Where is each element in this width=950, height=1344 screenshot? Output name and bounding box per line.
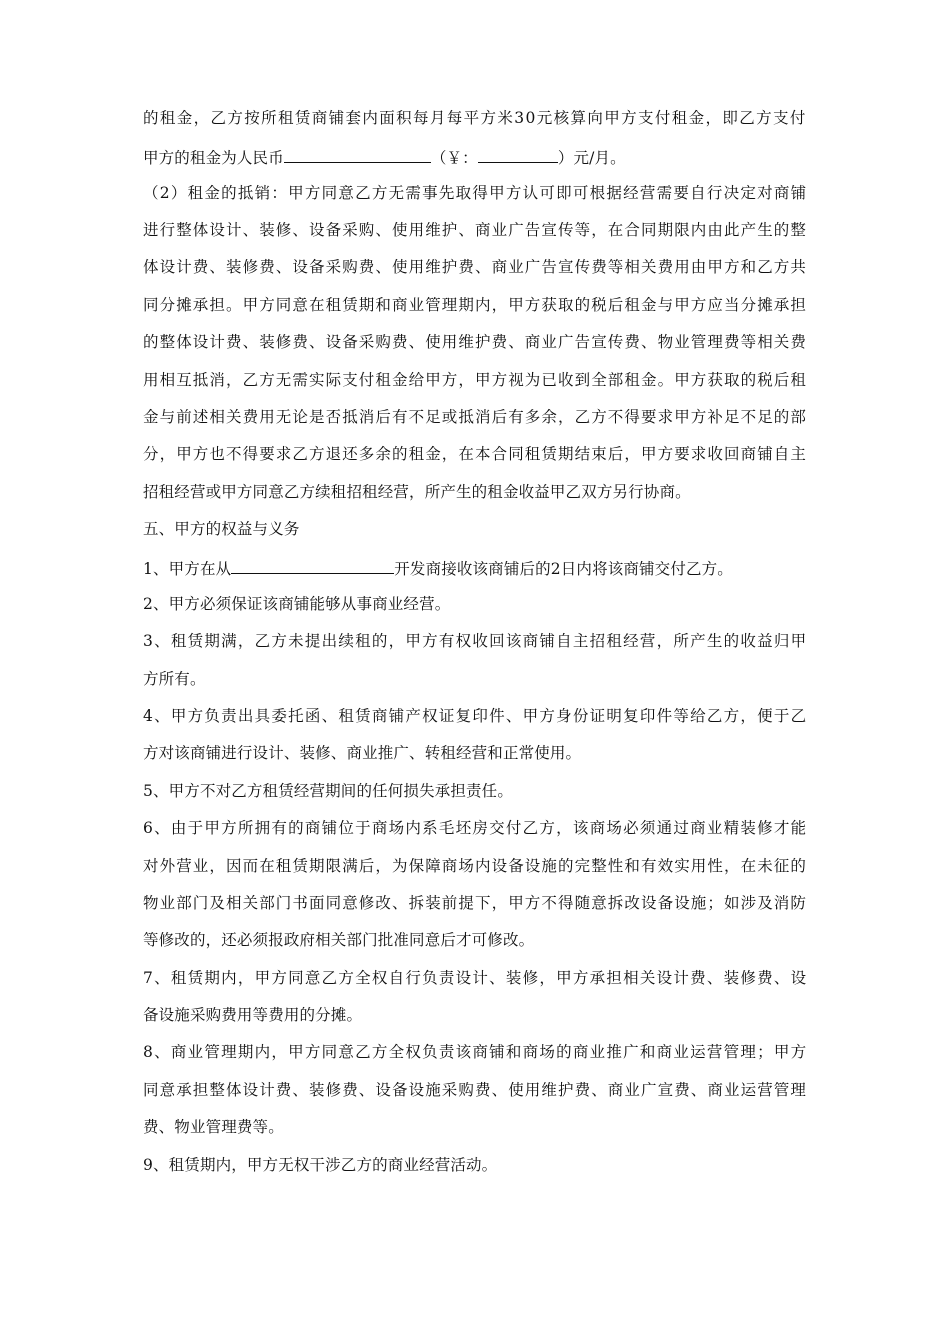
paragraph-line: 分，甲方也不得要求乙方退还多余的租金，在本合同租赁期结束后，甲方要求收回商铺自主 <box>143 445 808 463</box>
handover-line <box>143 557 733 579</box>
rent-amount-blank[interactable] <box>284 146 431 163</box>
paragraph-line: 3、租赁期满，乙方未提出续租的，甲方有权收回该商铺自主招租经营，所产生的收益归甲 <box>143 632 808 650</box>
paragraph-line: 6、由于甲方所拥有的商铺位于商场内系毛坯房交付乙方，该商场必须通过商业精装修才能 <box>143 819 808 837</box>
paragraph-line: 7、租赁期内，甲方同意乙方全权自行负责设计、装修，甲方承担相关设计费、装修费、设 <box>143 969 808 987</box>
paragraph-line: 等修改的，还必须报政府相关部门批准同意后才可修改。 <box>143 931 535 949</box>
paragraph-line: （2）租金的抵销：甲方同意乙方无需事先取得甲方认可即可根据经营需要自行决定对商铺 <box>143 184 808 202</box>
rent-currency-blank[interactable] <box>478 146 558 163</box>
rent-line-suffix: 元/月。 <box>573 149 626 167</box>
paragraph-line: 9、租赁期内，甲方无权干涉乙方的商业经营活动。 <box>143 1156 498 1174</box>
handover-line-suffix: 开发商接收该商铺后的2日内将该商铺交付乙方。 <box>394 560 733 578</box>
paragraph-line: 同意承担整体设计费、装修费、设备设施采购费、使用维护费、商业广宣费、商业运营管理 <box>143 1081 808 1099</box>
paragraph-line: 物业部门及相关部门书面同意修改、拆装前提下，甲方不得随意拆改设备设施；如涉及消防 <box>143 894 808 912</box>
paragraph-line: 4、甲方负责出具委托函、租赁商铺产权证复印件、甲方身份证明复印件等给乙方，便于乙 <box>143 707 808 725</box>
rent-currency-open: （￥： <box>430 149 478 167</box>
paragraph-line: 同分摊承担。甲方同意在租赁期和商业管理期内，甲方获取的税后租金与甲方应当分摊承担 <box>143 296 808 314</box>
paragraph-line: 对外营业，因而在租赁期限满后，为保障商场内设备设施的完整性和有效实用性，在未征的 <box>143 857 808 875</box>
rent-amount-line <box>143 146 626 168</box>
paragraph-line: 方所有。 <box>143 670 206 688</box>
handover-line-prefix: 1、甲方在从 <box>143 560 232 578</box>
paragraph-line: 5、甲方不对乙方租赁经营期间的任何损失承担责任。 <box>143 782 513 800</box>
paragraph-line: 招租经营或甲方同意乙方续租招租经营，所产生的租金收益甲乙双方另行协商。 <box>143 483 691 501</box>
paragraph-line: 2、甲方必须保证该商铺能够从事商业经营。 <box>143 595 451 613</box>
rent-currency-close: ） <box>557 149 574 167</box>
paragraph-line: 体设计费、装修费、设备采购费、使用维护费、商业广告宣传费等相关费用由甲方和乙方共 <box>143 258 808 276</box>
paragraph-line: 金与前述相关费用无论是否抵消后有不足或抵消后有多余，乙方不得要求甲方补足不足的部 <box>143 408 808 426</box>
paragraph-line: 费、物业管理费等。 <box>143 1118 284 1136</box>
rent-line-prefix: 甲方的租金为人民币 <box>143 149 284 167</box>
paragraph-line: 备设施采购费用等费用的分摊。 <box>143 1006 363 1024</box>
paragraph-line: 用相互抵消，乙方无需实际支付租金给甲方，甲方视为已收到全部租金。甲方获取的税后租 <box>143 371 808 389</box>
handover-blank[interactable] <box>231 557 394 574</box>
paragraph-line: 8、商业管理期内，甲方同意乙方全权负责该商铺和商场的商业推广和商业运营管理；甲方 <box>143 1043 808 1061</box>
paragraph-line: 方对该商铺进行设计、装修、商业推广、转租经营和正常使用。 <box>143 744 582 762</box>
paragraph-line: 进行整体设计、装修、设备采购、使用维护、商业广告宣传等，在合同期限内由此产生的整 <box>143 221 808 239</box>
paragraph-line: 的租金，乙方按所租赁商铺套内面积每月每平方米30元核算向甲方支付租金，即乙方支付 <box>143 109 807 127</box>
paragraph-line: 的整体设计费、装修费、设备采购费、使用维护费、商业广告宣传费、物业管理费等相关费 <box>143 333 808 351</box>
section-heading: 五、甲方的权益与义务 <box>143 520 300 538</box>
